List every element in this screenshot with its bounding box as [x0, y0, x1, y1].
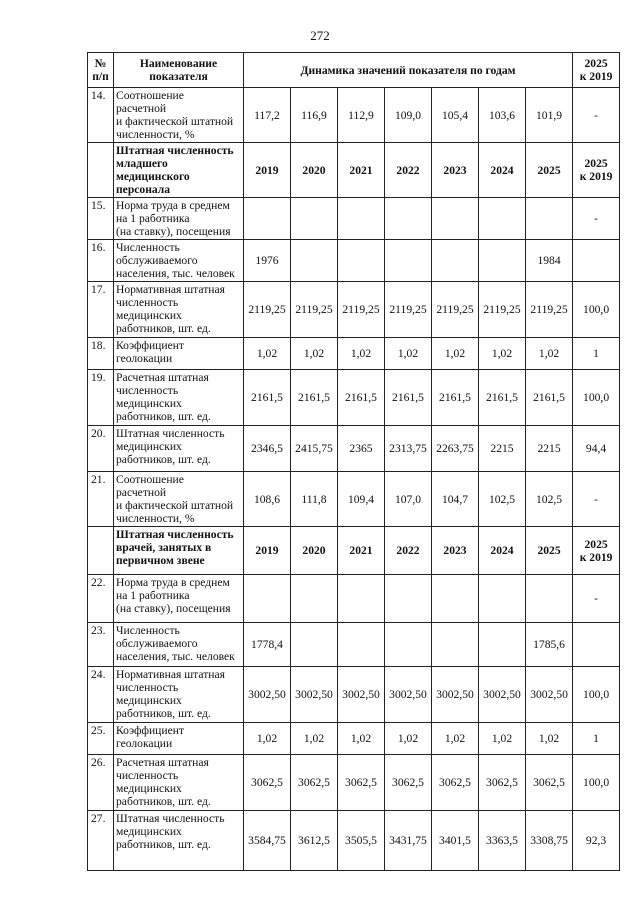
row-value: -	[573, 88, 620, 143]
row-value: 2263,75	[432, 426, 479, 472]
row-value	[526, 198, 573, 240]
row-value: 2025 к 2019	[573, 143, 620, 198]
row-value: 2161,5	[338, 370, 385, 426]
row-value: 2119,25	[526, 282, 573, 338]
row-value: 2025	[526, 143, 573, 198]
staffing-table	[87, 52, 620, 871]
row-value	[244, 198, 291, 240]
row-value: 101,9	[526, 88, 573, 143]
row-number: 17.	[88, 282, 114, 338]
row-number: 21.	[88, 472, 114, 527]
row-value: 2119,25	[479, 282, 526, 338]
row-value: 1785,6	[526, 623, 573, 667]
row-value: 100,0	[573, 282, 620, 338]
row-indicator-name: Коэффициент геолокации	[114, 723, 244, 755]
row-value: 2161,5	[432, 370, 479, 426]
row-indicator-name: Численность обслуживаемого населения, тыс. человек	[114, 623, 244, 667]
row-value: 3002,50	[244, 667, 291, 723]
row-value: 3062,5	[291, 755, 338, 811]
row-value: 100,0	[573, 370, 620, 426]
row-number	[88, 143, 114, 198]
header-last: 2025 к 2019	[573, 53, 620, 88]
row-value	[479, 240, 526, 282]
row-value: 3062,5	[385, 755, 432, 811]
row-number: 14.	[88, 88, 114, 143]
row-value: 100,0	[573, 755, 620, 811]
row-value: 2021	[338, 527, 385, 575]
row-number: 22.	[88, 575, 114, 623]
row-value: 3308,75	[526, 811, 573, 871]
table-row	[88, 282, 620, 338]
row-value: 116,9	[291, 88, 338, 143]
row-value: 1,02	[385, 338, 432, 370]
row-value: 1,02	[291, 723, 338, 755]
row-value: 2119,25	[244, 282, 291, 338]
table-row	[88, 338, 620, 370]
row-value: 2019	[244, 143, 291, 198]
row-indicator-name: Коэффициент геолокации	[114, 338, 244, 370]
row-value: 2019	[244, 527, 291, 575]
row-value: 1,02	[338, 723, 385, 755]
row-indicator-name: Соотношение расчетной и фактической штатной численности, %	[114, 472, 244, 527]
row-value	[573, 623, 620, 667]
row-value: 3062,5	[479, 755, 526, 811]
row-value: 3062,5	[526, 755, 573, 811]
table-row	[88, 623, 620, 667]
row-value: 1	[573, 338, 620, 370]
row-number: 23.	[88, 623, 114, 667]
row-value: 2023	[432, 143, 479, 198]
row-value: 3002,50	[479, 667, 526, 723]
row-value: 117,2	[244, 88, 291, 143]
row-value: 2022	[385, 527, 432, 575]
row-value: -	[573, 575, 620, 623]
row-indicator-name: Численность обслуживаемого населения, тыс. человек	[114, 240, 244, 282]
row-value: 102,5	[526, 472, 573, 527]
row-value: 3505,5	[338, 811, 385, 871]
table-row	[88, 811, 620, 871]
row-indicator-name: Штатная численность медицинских работников, шт. ед.	[114, 426, 244, 472]
table-row	[88, 723, 620, 755]
section-row	[88, 143, 620, 198]
row-value	[385, 240, 432, 282]
row-value: 2215	[479, 426, 526, 472]
row-value	[385, 623, 432, 667]
row-value: 2119,25	[291, 282, 338, 338]
row-value	[526, 575, 573, 623]
table-row	[88, 240, 620, 282]
row-value: 111,8	[291, 472, 338, 527]
row-value: 94,4	[573, 426, 620, 472]
row-value	[385, 575, 432, 623]
row-number: 26.	[88, 755, 114, 811]
row-value: 2415,75	[291, 426, 338, 472]
row-value: 92,3	[573, 811, 620, 871]
row-value: 2119,25	[432, 282, 479, 338]
row-value: 2024	[479, 527, 526, 575]
row-value: 1,02	[526, 338, 573, 370]
row-value: 103,6	[479, 88, 526, 143]
row-value: -	[573, 472, 620, 527]
row-value: 2020	[291, 143, 338, 198]
row-value: 1976	[244, 240, 291, 282]
row-value	[432, 623, 479, 667]
row-value: 112,9	[338, 88, 385, 143]
table-row	[88, 88, 620, 143]
row-value: 3002,50	[526, 667, 573, 723]
row-value: 1,02	[291, 338, 338, 370]
row-value	[291, 575, 338, 623]
table-row	[88, 472, 620, 527]
row-value: 2365	[338, 426, 385, 472]
row-indicator-name: Норма труда в среднем на 1 работника (на ставку), посещения	[114, 198, 244, 240]
row-value	[338, 623, 385, 667]
row-indicator-name: Расчетная штатная численность медицинских работников, шт. ед.	[114, 755, 244, 811]
row-value: 1,02	[244, 723, 291, 755]
row-number: 27.	[88, 811, 114, 871]
row-value: 3431,75	[385, 811, 432, 871]
row-value: 102,5	[479, 472, 526, 527]
row-value: 2119,25	[385, 282, 432, 338]
row-value: 3002,50	[338, 667, 385, 723]
row-value	[291, 198, 338, 240]
row-indicator-name: Норма труда в среднем на 1 работника (на ставку), посещения	[114, 575, 244, 623]
row-value	[385, 198, 432, 240]
row-value: 1	[573, 723, 620, 755]
row-value: 3612,5	[291, 811, 338, 871]
row-value	[338, 575, 385, 623]
row-value: 3401,5	[432, 811, 479, 871]
row-value: 2161,5	[479, 370, 526, 426]
row-indicator-name: Расчетная штатная численность медицинских работников, шт. ед.	[114, 370, 244, 426]
section-row	[88, 527, 620, 575]
row-value: 2023	[432, 527, 479, 575]
page-number: 272	[310, 28, 330, 43]
table-header-row	[88, 53, 620, 88]
table-row	[88, 575, 620, 623]
row-value: 2022	[385, 143, 432, 198]
row-value: 3062,5	[338, 755, 385, 811]
row-value	[432, 240, 479, 282]
row-value: 109,0	[385, 88, 432, 143]
row-indicator-name: Нормативная штатная численность медицинских работников, шт. ед.	[114, 667, 244, 723]
row-value: 2119,25	[338, 282, 385, 338]
row-value	[338, 240, 385, 282]
table-row	[88, 426, 620, 472]
table-row	[88, 755, 620, 811]
header-name: Наименование показателя	[114, 53, 244, 88]
row-value: 105,4	[432, 88, 479, 143]
row-value: 100,0	[573, 667, 620, 723]
row-value	[291, 623, 338, 667]
row-value: 3002,50	[291, 667, 338, 723]
row-value: 3363,5	[479, 811, 526, 871]
header-num: № п/п	[88, 53, 114, 88]
row-value: 2024	[479, 143, 526, 198]
row-indicator-name: Штатная численность младшего медицинского персонала	[114, 143, 244, 198]
row-value: 1778,4	[244, 623, 291, 667]
row-number: 24.	[88, 667, 114, 723]
row-value: 2161,5	[385, 370, 432, 426]
row-value: 1,02	[432, 338, 479, 370]
row-value: -	[573, 198, 620, 240]
row-number: 15.	[88, 198, 114, 240]
row-value	[479, 575, 526, 623]
row-number: 25.	[88, 723, 114, 755]
row-value: 3584,75	[244, 811, 291, 871]
row-indicator-name: Соотношение расчетной и фактической штатной численности, %	[114, 88, 244, 143]
row-value: 2215	[526, 426, 573, 472]
row-value: 3002,50	[432, 667, 479, 723]
row-value: 2161,5	[526, 370, 573, 426]
row-value: 1,02	[244, 338, 291, 370]
row-value	[432, 575, 479, 623]
row-value: 2313,75	[385, 426, 432, 472]
row-value: 3002,50	[385, 667, 432, 723]
row-value: 1,02	[385, 723, 432, 755]
row-value: 3062,5	[244, 755, 291, 811]
row-value: 3062,5	[432, 755, 479, 811]
table-row	[88, 667, 620, 723]
row-value: 1,02	[432, 723, 479, 755]
row-value	[573, 240, 620, 282]
table-row	[88, 198, 620, 240]
row-value: 1,02	[526, 723, 573, 755]
row-indicator-name: Штатная численность медицинских работников, шт. ед.	[114, 811, 244, 871]
row-value: 2020	[291, 527, 338, 575]
row-value	[479, 198, 526, 240]
row-value: 1,02	[479, 338, 526, 370]
row-indicator-name: Штатная численность врачей, занятых в первичном звене	[114, 527, 244, 575]
row-value	[479, 623, 526, 667]
row-number: 19.	[88, 370, 114, 426]
row-value	[432, 198, 479, 240]
header-dynamics: Динамика значений показателя по годам	[244, 53, 573, 88]
row-value: 109,4	[338, 472, 385, 527]
row-value: 104,7	[432, 472, 479, 527]
row-value: 2346,5	[244, 426, 291, 472]
row-value	[244, 575, 291, 623]
row-value	[338, 198, 385, 240]
row-value: 1,02	[479, 723, 526, 755]
row-value: 108,6	[244, 472, 291, 527]
row-value: 2161,5	[244, 370, 291, 426]
row-value: 1,02	[338, 338, 385, 370]
row-value	[291, 240, 338, 282]
row-value: 2161,5	[291, 370, 338, 426]
table-row	[88, 370, 620, 426]
row-number	[88, 527, 114, 575]
row-value: 2025	[526, 527, 573, 575]
row-value: 2025 к 2019	[573, 527, 620, 575]
row-value: 107,0	[385, 472, 432, 527]
row-value: 2021	[338, 143, 385, 198]
row-indicator-name: Нормативная штатная численность медицинских работников, шт. ед.	[114, 282, 244, 338]
row-number: 20.	[88, 426, 114, 472]
row-number: 16.	[88, 240, 114, 282]
row-number: 18.	[88, 338, 114, 370]
row-value: 1984	[526, 240, 573, 282]
